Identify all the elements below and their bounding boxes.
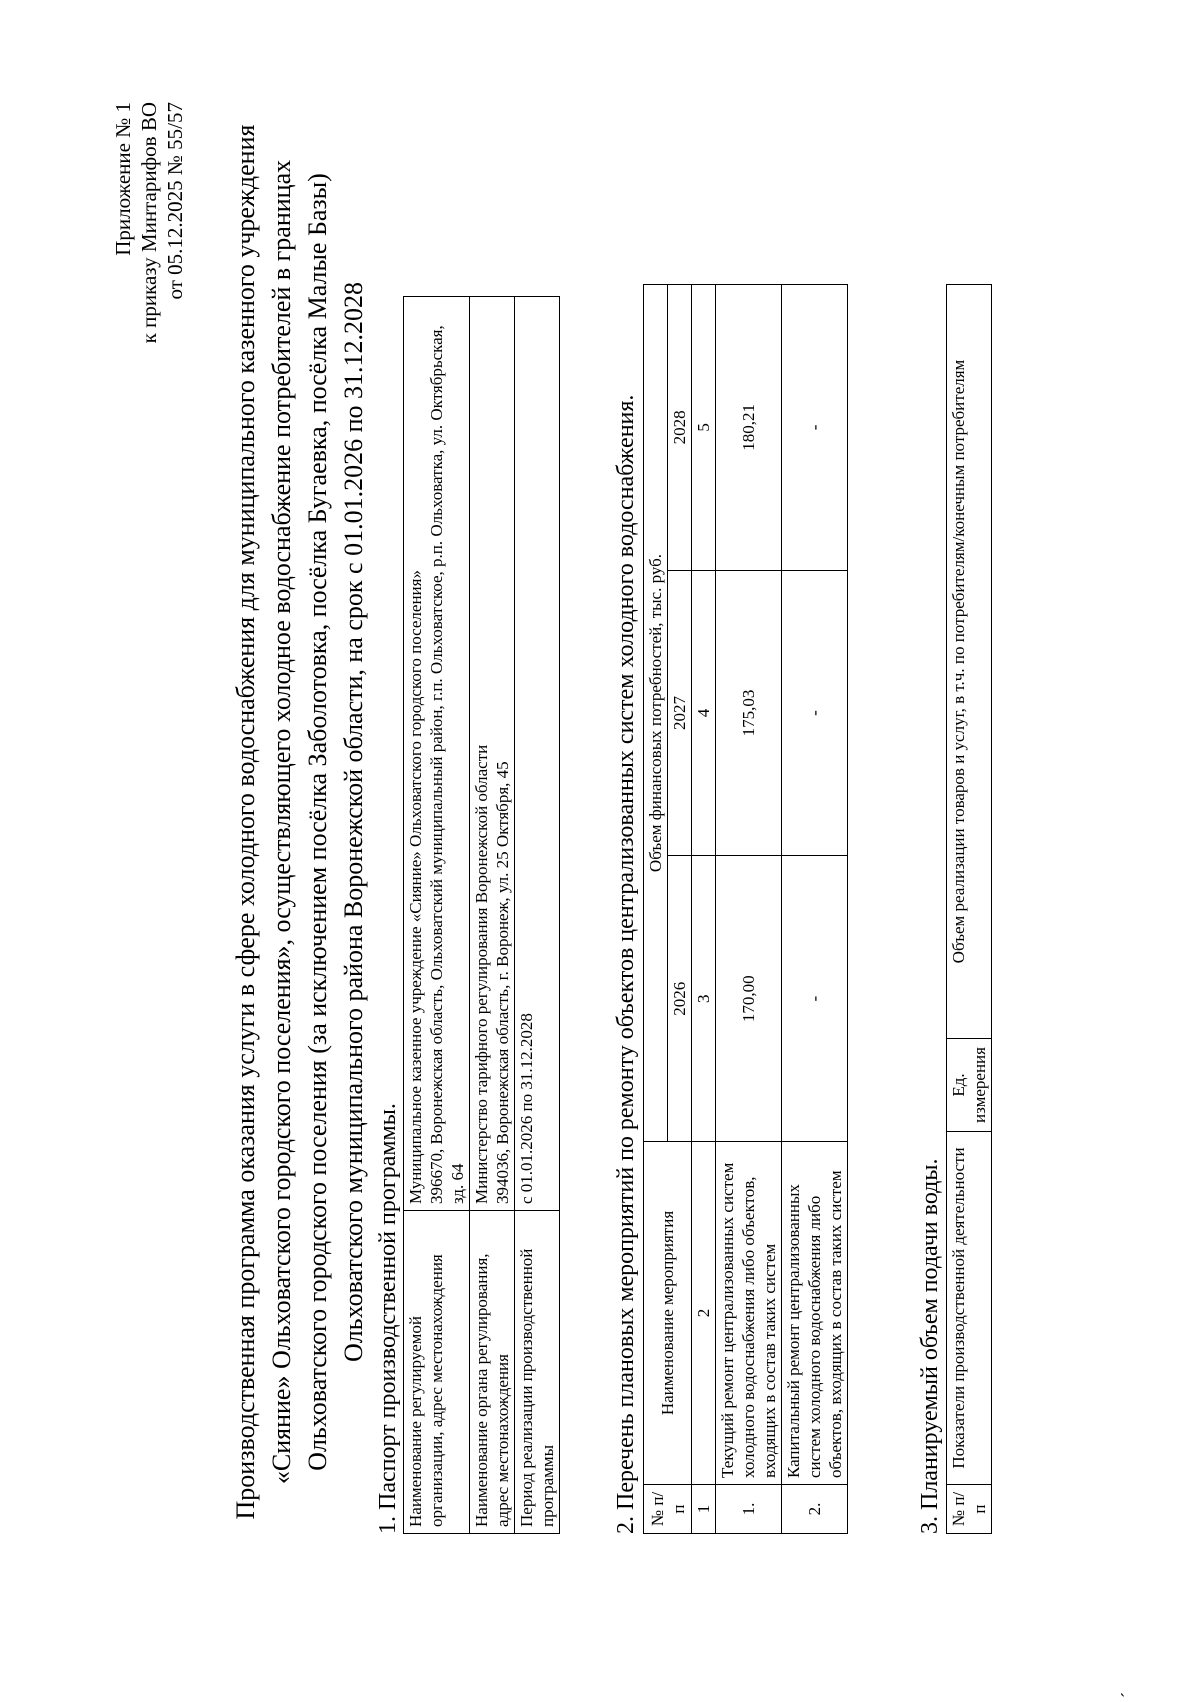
col-number-header: № п/п (644, 1485, 692, 1534)
approval-line-1: Приложение № 1 (111, 102, 135, 256)
approval-stamp (110, 102, 188, 432)
column-index: 1 (692, 1485, 716, 1534)
passport-row (404, 297, 470, 1534)
finance-value: - (782, 570, 848, 856)
passport-row (470, 297, 515, 1534)
col-volume-header: Объем реализации товаров и услуг, в т.ч. по потребителям/конечным потребителям (947, 285, 992, 1039)
passport-label: Наименование органа регулирования, адрес местонахождения (470, 1211, 515, 1534)
row-number: 2. (782, 1485, 848, 1534)
table-row (716, 285, 782, 1534)
passport-value-line: 396670, Воронежская область, Ольховатский муниципальный район, г.п. Ольховатское, р.п. Ольховатка, ул. Октябрьская, зд. 64 (427, 325, 467, 1204)
column-index: 4 (692, 570, 716, 856)
col-finance-header: Объем финансовых потребностей, тыс. руб. (644, 285, 668, 1142)
year-header: 2026 (668, 856, 692, 1142)
row-number: 1. (716, 1485, 782, 1534)
column-index: 3 (692, 856, 716, 1142)
column-index: 5 (692, 285, 716, 571)
table-row (782, 285, 848, 1534)
passport-value-line: с 01.01.2026 по 31.12.2028 (517, 1013, 536, 1204)
col-name-header: Наименование мероприятия (644, 1142, 692, 1485)
passport-value-line: Муниципальное казенное учреждение «Сияние» Ольховатского городского поселения» (406, 570, 425, 1204)
approval-line-2: к приказу Минтарифов ВО (137, 102, 161, 344)
finance-value: 175,03 (716, 570, 782, 856)
section1-heading: 1. Паспорт производственной программы. (375, 1103, 401, 1534)
measure-name: Текущий ремонт централизованных систем холодного водоснабжения либо объектов, входящих в состав таких систем (716, 1142, 782, 1485)
section2-heading: 2. Перечень плановых мероприятий по ремонту объектов централизованных систем холодного водоснабжения. (613, 394, 639, 1534)
passport-value (515, 297, 560, 1211)
corner-mark: ´ (1118, 1692, 1138, 1698)
passport-value-line: Министерство тарифного регулирования Воронежской области (472, 744, 491, 1204)
document-title: Производственная программа оказания услуги в сфере холодного водоснабжения для муниципального казенного учреждения «Сияние» Ольховатского городского поселения», осуществляющего холодное водоснабжение потребителей в границах Ольховатского городского поселения (за исключением посёлка Заболотовка, посёлка Бугаевка, посёлка Малые Базы) Ольховатского муниципального района Воронежской области, на срок с 01.01.2026 по 31.12.2028 (231, 124, 368, 1520)
repair-measures-table (643, 284, 848, 1534)
passport-row (515, 297, 560, 1534)
finance-value: - (782, 856, 848, 1142)
col-indicators-header: Показатели производственной деятельности (947, 1132, 992, 1485)
passport-value (404, 297, 470, 1211)
water-supply-volume-table (946, 284, 992, 1534)
col-unit-header: Ед. измерения (947, 1039, 992, 1132)
passport-table (403, 296, 560, 1534)
passport-label: Период реализации производственной программы (515, 1211, 560, 1534)
year-header: 2028 (668, 285, 692, 571)
section3-heading: 3. Планируемый объем подачи воды. (917, 1158, 943, 1534)
year-header: 2027 (668, 570, 692, 856)
finance-value: - (782, 285, 848, 571)
finance-value: 170,00 (716, 856, 782, 1142)
finance-value: 180,21 (716, 285, 782, 571)
approval-line-3: от 05.12.2025 № 55/57 (163, 102, 187, 300)
passport-value (470, 297, 515, 1211)
measure-name: Капитальный ремонт централизованных систем холодного водоснабжения либо объектов, входящих в состав таких систем (782, 1142, 848, 1485)
passport-label: Наименование регулируемой организации, адрес местонахождения (404, 1211, 470, 1534)
column-index: 2 (692, 1142, 716, 1485)
passport-value-line: 394036, Воронежская область, г. Воронеж, ул. 25 Октября, 45 (493, 761, 512, 1204)
col-number-header: № п/п (947, 1485, 992, 1534)
